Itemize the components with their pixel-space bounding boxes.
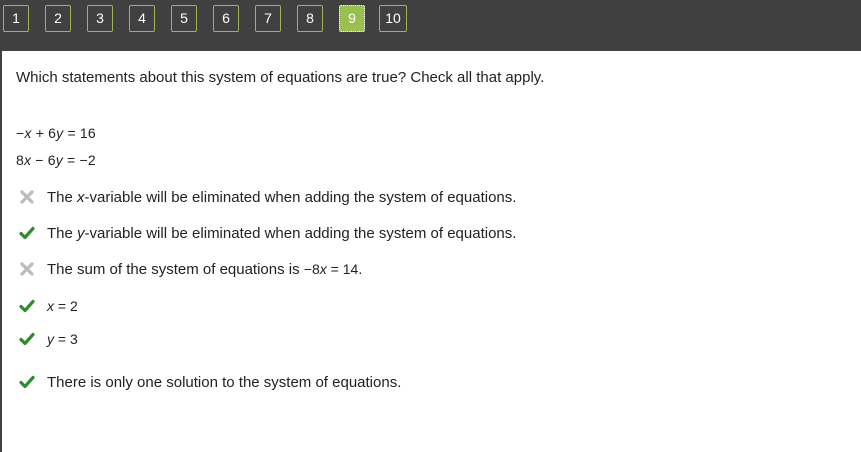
option-2-before: The (47, 224, 78, 242)
option-2-text (47, 225, 516, 242)
correct-check-icon (16, 222, 38, 244)
correct-check-icon (16, 295, 38, 317)
option-3-math-post: = 14 (330, 260, 359, 277)
answer-option-1[interactable] (16, 186, 516, 208)
option-6-text: There is only one solution to the system of equations. (47, 373, 402, 391)
answer-option-2[interactable] (16, 222, 516, 244)
option-3-math-pre: −8 (303, 260, 320, 277)
eq2-var2: y (55, 152, 63, 168)
eq1-var2: y (56, 125, 64, 141)
option-3-math-var: x (319, 260, 327, 277)
question-1-button[interactable]: 1 (3, 5, 29, 32)
eq2-post: = −2 (67, 152, 96, 168)
option-1-text (47, 189, 516, 206)
option-3-math (304, 261, 359, 277)
equation-1 (16, 125, 96, 141)
eq2-mid: − 6 (35, 152, 56, 168)
answer-option-6[interactable] (16, 371, 401, 393)
eq1-post: = 16 (67, 125, 96, 141)
option-2-after: -variable will be eliminated when adding the system of equations. (84, 224, 517, 242)
question-9-button-active[interactable]: 9 (339, 5, 365, 32)
eq1-mid: + 6 (35, 125, 57, 141)
correct-check-icon (16, 328, 38, 350)
option-2-var: y (77, 224, 85, 242)
question-3-button[interactable]: 3 (87, 5, 113, 32)
question-prompt: Which statements about this system of equations are true? Check all that apply. (16, 69, 545, 86)
option-1-before: The (47, 188, 78, 206)
question-2-button[interactable]: 2 (45, 5, 71, 32)
equation-2 (16, 152, 96, 168)
question-nav-bar (0, 0, 861, 51)
answer-option-5[interactable] (16, 328, 78, 350)
question-panel (2, 51, 861, 452)
question-8-button[interactable]: 8 (297, 5, 323, 32)
option-1-after: -variable will be eliminated when adding the system of equations. (84, 188, 517, 206)
eq2-var1: x (24, 152, 32, 168)
question-10-button[interactable]: 10 (379, 5, 407, 32)
eq1-var1: x (24, 125, 32, 141)
option-4-post: = 2 (57, 298, 78, 314)
question-7-button[interactable]: 7 (255, 5, 281, 32)
option-4-var: x (47, 298, 54, 314)
eq1-pre: − (16, 125, 25, 141)
option-4-text (47, 298, 78, 314)
option-5-text (47, 331, 78, 347)
answer-option-3[interactable] (16, 258, 362, 280)
option-3-text (47, 261, 362, 278)
question-6-button[interactable]: 6 (213, 5, 239, 32)
option-3-before: The sum of the system of equations is (47, 260, 304, 278)
option-1-var: x (77, 188, 85, 206)
answer-option-4[interactable] (16, 295, 78, 317)
correct-check-icon (16, 371, 38, 393)
question-4-button[interactable]: 4 (129, 5, 155, 32)
option-3-after: . (358, 260, 363, 278)
eq2-pre: 8 (16, 152, 24, 168)
option-5-var: y (47, 331, 54, 347)
option-5-post: = 3 (57, 331, 78, 347)
incorrect-x-icon (16, 258, 38, 280)
incorrect-x-icon (16, 186, 38, 208)
question-5-button[interactable]: 5 (171, 5, 197, 32)
